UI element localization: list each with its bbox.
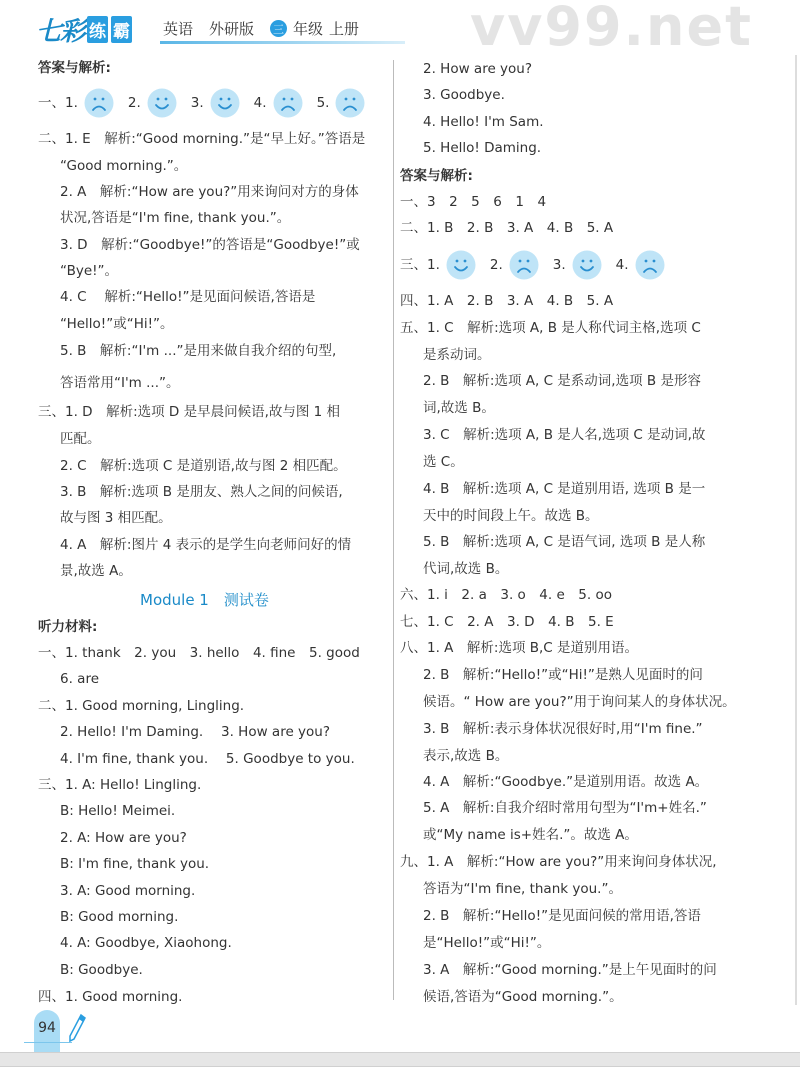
watermark: vv99.net <box>470 0 753 58</box>
header-underline <box>160 41 405 44</box>
transcript-line: 3. Goodbye. <box>423 87 505 103</box>
transcript-line: B: Goodbye. <box>60 962 143 978</box>
transcript-line: B: I'm fine, thank you. <box>60 856 210 872</box>
answer-line: 5. B 解析:“I'm ...”是用来做自我介绍的句型, <box>60 343 337 359</box>
transcript-line: 2. A: How are you? <box>60 830 187 846</box>
answer-line: 4. A 解析:图片 4 表示的是学生向老师问好的情 <box>60 537 352 553</box>
page-edge <box>795 55 797 1005</box>
transcript-line: 2. How are you? <box>423 61 533 77</box>
answer-line: 选 C。 <box>423 454 464 470</box>
answer-line: 3. B 解析:选项 B 是朋友、熟人之间的问候语, <box>60 484 343 500</box>
question-number: 3. <box>552 257 566 273</box>
volume-label: 上册 <box>329 20 360 38</box>
question-number: 三、1. <box>400 257 440 273</box>
happy-face-icon <box>147 88 177 118</box>
column-divider <box>393 60 394 1000</box>
sad-face-icon <box>509 250 539 280</box>
answer-line: 5. A 解析:自我介绍时常用句型为“I'm+姓名.” <box>423 800 707 816</box>
face-answer-row <box>38 88 375 118</box>
answer-line: 故与图 3 相匹配。 <box>60 510 172 526</box>
transcript-line: 6. are <box>60 671 100 687</box>
sad-face-icon <box>84 88 114 118</box>
sad-face-icon <box>273 88 303 118</box>
answer-line: 2. B 解析:“Hello!”是见面问候的常用语,答语 <box>423 908 701 924</box>
answer-line: 2. B 解析:“Hello!”或“Hi!”是熟人见面时的问 <box>423 667 703 683</box>
answer-line: 2. C 解析:选项 C 是道别语,故与图 2 相匹配。 <box>60 458 347 474</box>
transcript-line: 4. I'm fine, thank you. 5. Goodbye to you. <box>60 751 355 767</box>
logo-box-2: 霸 <box>111 16 132 43</box>
happy-face-icon <box>446 250 476 280</box>
transcript-line: 一、1. thank 2. you 3. hello 4. fine 5. good <box>38 645 360 661</box>
transcript-line: 2. Hello! I'm Daming. 3. How are you? <box>60 724 331 740</box>
answer-line: 代词,故选 B。 <box>423 561 509 577</box>
answer-line: “Bye!”。 <box>60 263 119 279</box>
answer-line: 或“My name is+姓名.”。故选 A。 <box>423 827 638 843</box>
answer-line: 3. B 解析:表示身体状况很好时,用“I'm fine.” <box>423 721 703 737</box>
answer-line: 3. A 解析:“Good morning.”是上午见面时的问 <box>423 962 717 978</box>
logo-box-1: 练 <box>87 16 108 43</box>
pencil-icon <box>68 1013 86 1043</box>
answer-line: 八、1. A 解析:选项 B,C 是道别用语。 <box>400 640 639 656</box>
answer-line: 六、1. i 2. a 3. o 4. e 5. oo <box>400 587 612 603</box>
answer-line: 二、1. E 解析:“Good morning.”是“早上好。”答语是 <box>38 131 366 147</box>
transcript-line: 三、1. A: Hello! Lingling. <box>38 777 202 793</box>
answer-line: “Hello!”或“Hi!”。 <box>60 316 174 332</box>
answer-line: 3. D 解析:“Goodbye!”的答语是“Goodbye!”或 <box>60 237 360 253</box>
answer-line: 一、3 2 5 6 1 4 <box>400 194 547 210</box>
question-number: 一、1. <box>38 95 78 111</box>
page-separator-band <box>0 1052 800 1067</box>
face-answer-row <box>400 250 675 280</box>
transcript-line: 4. Hello! I'm Sam. <box>423 114 544 130</box>
page-number: 94 <box>34 1010 60 1052</box>
answer-line: 3. C 解析:选项 A, B 是人名,选项 C 是动词,故 <box>423 427 706 443</box>
happy-face-icon <box>572 250 602 280</box>
answer-line: 匹配。 <box>60 431 101 447</box>
sad-face-icon <box>335 88 365 118</box>
grade-label: 年级 <box>293 20 324 38</box>
answer-line: 九、1. A 解析:“How are you?”用来询问身体状况, <box>400 854 717 870</box>
page-number-underline <box>24 1042 72 1043</box>
answer-line: 五、1. C 解析:选项 A, B 是人称代词主格,选项 C <box>400 320 701 336</box>
answer-line: 七、1. C 2. A 3. D 4. B 5. E <box>400 614 614 630</box>
answer-line: 是系动词。 <box>423 347 491 363</box>
answer-line: 4. B 解析:选项 A, C 是道别用语, 选项 B 是一 <box>423 481 706 497</box>
subject: 英语 <box>163 20 194 38</box>
answer-line: 答语为“I'm fine, thank you.”。 <box>423 881 622 897</box>
answer-line: 四、1. A 2. B 3. A 4. B 5. A <box>400 293 614 309</box>
answer-line: 4. C 解析:“Hello!”是见面问候语,答语是 <box>60 289 316 305</box>
answer-line: 景,故选 A。 <box>60 563 132 579</box>
answer-line: 三、1. D 解析:选项 D 是早晨问候语,故与图 1 相 <box>38 404 341 420</box>
answer-line: 是“Hello!”或“Hi!”。 <box>423 935 551 951</box>
grade-badge: 三 <box>270 20 287 37</box>
question-number: 4. <box>615 257 629 273</box>
answer-line: “Good morning.”。 <box>60 158 188 174</box>
transcript-line: 二、1. Good morning, Lingling. <box>38 698 245 714</box>
transcript-line: 3. A: Good morning. <box>60 883 196 899</box>
section-heading: 答案与解析: <box>38 60 111 76</box>
edition: 外研版 <box>209 20 255 38</box>
transcript-line: B: Hello! Meimei. <box>60 803 176 819</box>
answer-line: 5. B 解析:选项 A, C 是语气词, 选项 B 是人称 <box>423 534 706 550</box>
answer-line: 答语常用“I'm ...”。 <box>60 375 180 391</box>
transcript-line: 4. A: Goodbye, Xiaohong. <box>60 935 232 951</box>
module-title: Module 1 测试卷 <box>140 591 269 609</box>
transcript-line: B: Good morning. <box>60 909 179 925</box>
question-number: 2. <box>127 95 141 111</box>
answer-line: 词,故选 B。 <box>423 400 495 416</box>
transcript-line: 四、1. Good morning. <box>38 989 183 1005</box>
question-number: 3. <box>190 95 204 111</box>
section-heading: 听力材料: <box>38 619 98 635</box>
question-number: 4. <box>253 95 267 111</box>
header-info <box>163 18 359 39</box>
sad-face-icon <box>635 250 665 280</box>
answer-line: 2. B 解析:选项 A, C 是系动词,选项 B 是形容 <box>423 373 701 389</box>
logo-script: 七彩 <box>36 16 85 47</box>
transcript-line: 5. Hello! Daming. <box>423 140 542 156</box>
question-number: 5. <box>316 95 330 111</box>
answer-line: 2. A 解析:“How are you?”用来询问对方的身体 <box>60 184 359 200</box>
answer-line: 表示,故选 B。 <box>423 748 509 764</box>
answer-line: 候语。“ How are you?”用于询问某人的身体状况。 <box>423 694 736 710</box>
question-number: 2. <box>489 257 503 273</box>
happy-face-icon <box>210 88 240 118</box>
answer-line: 天中的时间段上午。故选 B。 <box>423 508 599 524</box>
series-logo <box>36 12 132 46</box>
section-heading: 答案与解析: <box>400 168 473 184</box>
answer-line: 状况,答语是“I'm fine, thank you.”。 <box>60 210 291 226</box>
answer-line: 二、1. B 2. B 3. A 4. B 5. A <box>400 220 614 236</box>
answer-line: 4. A 解析:“Goodbye.”是道别用语。故选 A。 <box>423 774 709 790</box>
answer-line: 候语,答语为“Good morning.”。 <box>423 989 623 1005</box>
